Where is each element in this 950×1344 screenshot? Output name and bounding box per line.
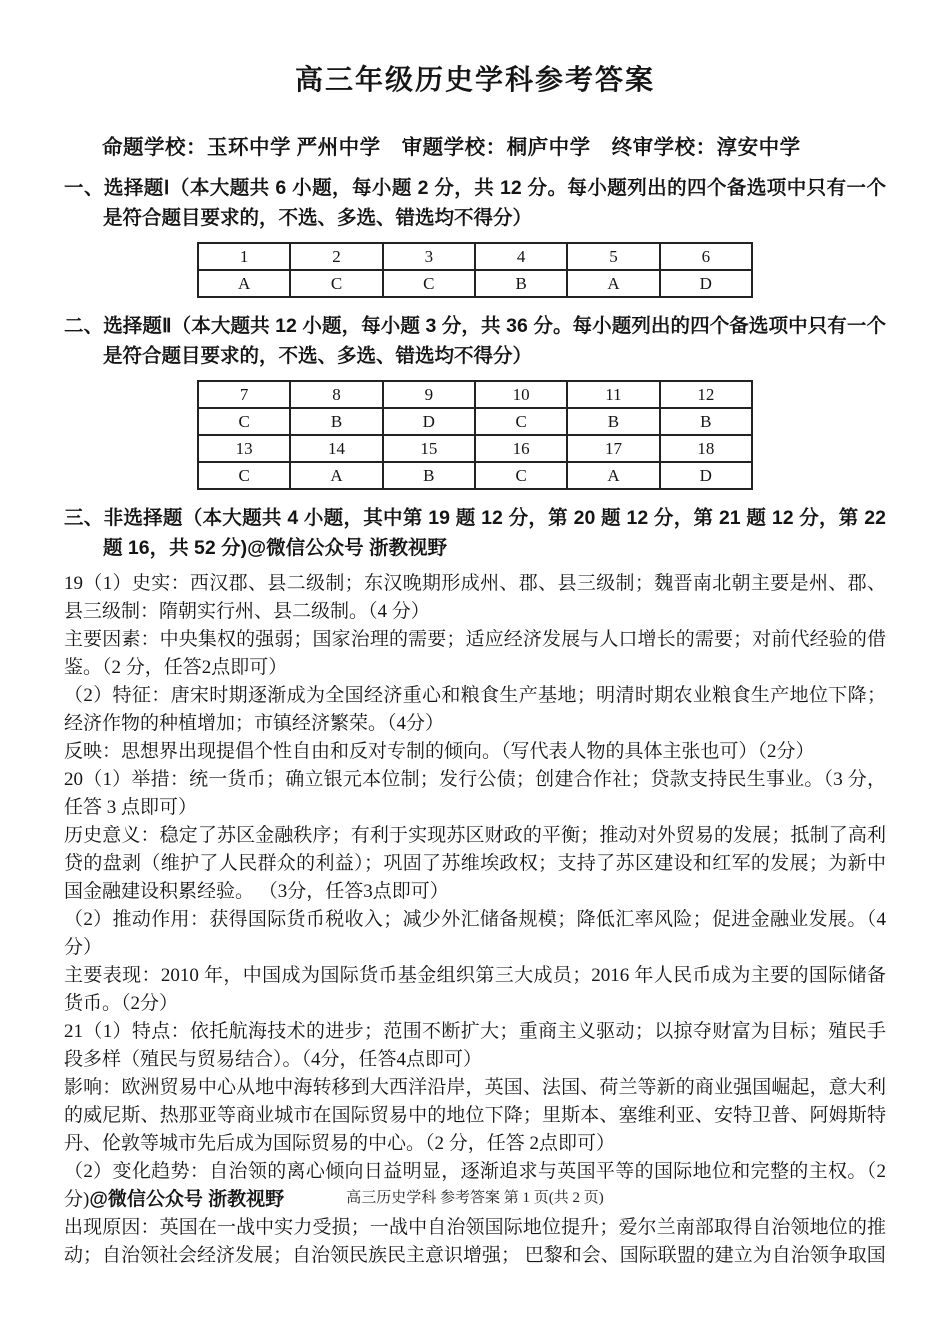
answer-text: 19（1）史实：西汉郡、县二级制；东汉晚期形成州、郡、县三级制；魏晋南北朝主要是州、郡、县三级制：隋朝实行州、县二级制。（4 分）	[64, 573, 886, 622]
table-cell: 13	[198, 435, 290, 462]
table-cell: 2	[290, 243, 382, 270]
section2-heading: 二、选择题Ⅱ（本大题共 12 小题，每小题 3 分，共 36 分。每小题列出的四个备选项中只有一个是符合题目要求的，不选、多选、错选均不得分）	[64, 315, 886, 367]
table-row	[198, 381, 752, 408]
table-cell: 18	[660, 435, 752, 462]
table-cell: B	[383, 462, 475, 489]
answer-text: （2）特征：唐宋时期逐渐成为全国经济重心和粮食生产基地；明清时期农业粮食生产地位下降；经济作物的种植增加；市镇经济繁荣。（4分）	[64, 685, 886, 734]
table-cell: 17	[567, 435, 659, 462]
table-cell: 7	[198, 381, 290, 408]
page-title: 高三年级历史学科参考答案	[294, 64, 655, 95]
schools-line: 命题学校：玉环中学 严州中学 审题学校：桐庐中学 终审学校：淳安中学	[102, 137, 801, 159]
table-cell: A	[567, 462, 659, 489]
page-footer: 高三历史学科 参考答案 第 1 页(共 2 页)	[346, 1190, 604, 1206]
answer-text: 主要因素：中央集权的强弱；国家治理的需要；适应经济发展与人口增长的需要；对前代经验的借鉴。（2 分，任答2点即可）	[64, 629, 886, 678]
answer-text: 影响：欧洲贸易中心从地中海转移到大西洋沿岸，英国、法国、荷兰等新的商业强国崛起，意大利的威尼斯、热那亚等商业城市在国际贸易中的地位下降；里斯本、塞维利亚、安特卫普、阿姆斯特丹、伦敦等城市先后成为国际贸易的中心。（2 分，任答 2点即可）	[64, 1077, 886, 1154]
table-cell: 5	[567, 243, 659, 270]
wechat-watermark-text: @微信公众号 浙教视野	[89, 1189, 285, 1210]
answer-paragraph	[64, 1214, 886, 1270]
table-cell: 9	[383, 381, 475, 408]
table-cell: A	[198, 270, 290, 297]
choice-answer-table-2	[197, 380, 753, 490]
table-cell: C	[198, 408, 290, 435]
answer-paragraph	[64, 738, 886, 766]
answer-text: （2）推动作用：获得国际货币税收入；减少外汇储备规模；降低汇率风险；促进金融业发展。（4分）	[64, 909, 886, 958]
table-row	[198, 408, 752, 435]
table-row	[198, 243, 752, 270]
answer-paragraph	[64, 682, 886, 738]
table-cell: C	[383, 270, 475, 297]
table-cell: C	[475, 462, 567, 489]
table-cell: D	[660, 270, 752, 297]
table-row	[198, 462, 752, 489]
table-cell: D	[660, 462, 752, 489]
answer-paragraph	[64, 1074, 886, 1158]
answer-text: 主要表现：2010 年，中国成为国际货币基金组织第三大成员；2016 年人民币成为主要的国际储备货币。（2分）	[64, 965, 886, 1014]
answer-text: 历史意义：稳定了苏区金融秩序；有利于实现苏区财政的平衡；推动对外贸易的发展；抵制了高利贷的盘剥（维护了人民群众的利益）；巩固了苏维埃政权；支持了苏区建设和红军的发展；为新中国金融建设积累经验。 （3分，任答3点即可）	[64, 825, 886, 902]
answer-paragraph	[64, 766, 886, 822]
answer-paragraph	[64, 822, 886, 906]
answer-paragraph	[64, 906, 886, 962]
table-cell: 12	[660, 381, 752, 408]
table-cell: 1	[198, 243, 290, 270]
table-cell: 15	[383, 435, 475, 462]
answer-text: 出现原因：英国在一战中实力受损；一战中自治领国际地位提升；爱尔兰南部取得自治领地位的推动；自治领社会经济发展；自治领民族民主意识增强； 巴黎和会、国际联盟的建立为自治领争取国	[64, 1217, 886, 1266]
table-cell: A	[290, 462, 382, 489]
table-cell: B	[660, 408, 752, 435]
table-cell: 8	[290, 381, 382, 408]
answer-paragraph	[64, 962, 886, 1018]
table-cell: 11	[567, 381, 659, 408]
table-cell: 10	[475, 381, 567, 408]
table-cell: B	[567, 408, 659, 435]
answer-paragraph	[64, 626, 886, 682]
table-cell: A	[567, 270, 659, 297]
table-cell: B	[290, 408, 382, 435]
answer-text: 20（1）举措：统一货币；确立银元本位制；发行公债；创建合作社；贷款支持民生事业。（3 分，任答 3 点即可）	[64, 769, 886, 818]
table-cell: C	[475, 408, 567, 435]
answers-body	[64, 570, 886, 1270]
section1-heading: 一、选择题Ⅰ（本大题共 6 小题，每小题 2 分，共 12 分。每小题列出的四个备选项中只有一个是符合题目要求的，不选、多选、错选均不得分）	[64, 177, 886, 229]
section3-heading: 三、非选择题（本大题共 4 小题，其中第 19 题 12 分，第 20 题 12 分，第 21 题 12 分，第 22 题 16，共 52 分)@微信公众号 浙教视野	[64, 507, 886, 559]
table-cell: C	[198, 462, 290, 489]
table-cell: B	[475, 270, 567, 297]
choice-answer-table-1	[197, 242, 753, 298]
table-cell: 6	[660, 243, 752, 270]
table-cell: 14	[290, 435, 382, 462]
answer-paragraph	[64, 1018, 886, 1074]
table-cell: D	[383, 408, 475, 435]
table-cell: C	[290, 270, 382, 297]
table-row	[198, 270, 752, 297]
answer-text: 反映：思想界出现提倡个性自由和反对专制的倾向。（写代表人物的具体主张也可）（2分）	[64, 741, 815, 762]
table-cell: 16	[475, 435, 567, 462]
table-cell: 3	[383, 243, 475, 270]
answer-text: （2）变化趋势：自治领的离心倾向日益明显，逐渐追求与英国平等的国际地位和完整的主权。（2分)	[64, 1161, 886, 1210]
answer-text: 21（1）特点：依托航海技术的进步；范围不断扩大；重商主义驱动；以掠夺财富为目标；殖民手段多样（殖民与贸易结合）。（4分，任答4点即可）	[64, 1021, 886, 1070]
table-row	[198, 435, 752, 462]
answer-paragraph	[64, 570, 886, 626]
table-cell: 4	[475, 243, 567, 270]
